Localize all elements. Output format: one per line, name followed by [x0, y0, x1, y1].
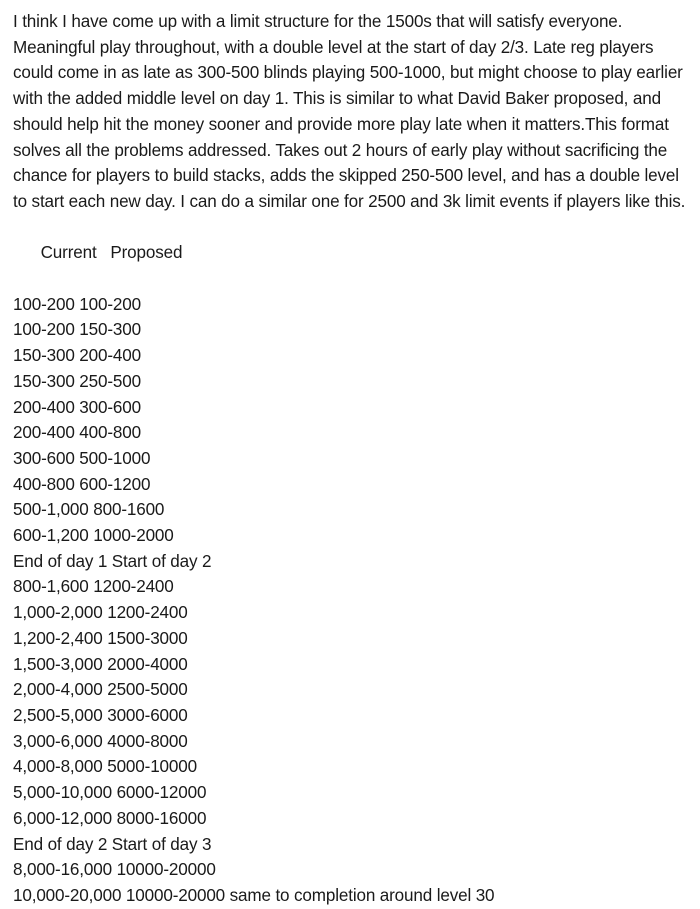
table-row	[13, 420, 694, 446]
level-note: same to completion around level 30	[229, 885, 495, 905]
level-current: 150-300	[13, 371, 75, 391]
level-current: 8,000-16,000	[13, 860, 112, 880]
level-current: 1,000-2,000	[13, 603, 103, 623]
table-row	[13, 523, 694, 549]
table-header-row	[13, 215, 694, 292]
table-row	[13, 446, 694, 472]
table-row	[13, 395, 694, 421]
level-proposed: 8000-16000	[116, 808, 207, 828]
table-row	[13, 600, 694, 626]
level-current: 800-1,600	[13, 577, 89, 597]
level-proposed: 10000-20000	[116, 860, 216, 880]
level-proposed: 3000-6000	[107, 705, 188, 725]
table-row	[13, 677, 694, 703]
table-row	[13, 626, 694, 652]
level-current: 10,000-20,000	[13, 885, 122, 905]
table-row	[13, 497, 694, 523]
blind-structure-table	[13, 215, 694, 909]
level-current: 6,000-12,000	[13, 808, 112, 828]
header-column-gap	[97, 243, 111, 262]
level-proposed: 6000-12000	[116, 783, 207, 803]
level-proposed: 250-500	[79, 371, 141, 391]
table-row	[13, 292, 694, 318]
level-proposed: 1200-2400	[93, 577, 174, 597]
level-current: 4,000-8,000	[13, 757, 103, 777]
level-proposed: 10000-20000	[125, 885, 226, 905]
column-header-proposed: Proposed	[110, 243, 183, 263]
table-row	[13, 806, 694, 832]
level-proposed: 1200-2400	[107, 603, 188, 623]
day-start-label: Start of day 3	[111, 834, 212, 854]
table-row	[13, 729, 694, 755]
level-current: 400-800	[13, 474, 75, 494]
table-row	[13, 472, 694, 498]
level-current: 600-1,200	[13, 526, 89, 546]
table-row	[13, 883, 694, 909]
level-current: 100-200	[13, 320, 75, 340]
level-current: 2,500-5,000	[13, 705, 103, 725]
level-proposed: 200-400	[79, 346, 141, 366]
level-current: 5,000-10,000	[13, 783, 112, 803]
table-row	[13, 703, 694, 729]
level-current: 150-300	[13, 346, 75, 366]
level-proposed: 800-1600	[93, 500, 165, 520]
level-current: 3,000-6,000	[13, 731, 103, 751]
level-proposed: 4000-8000	[107, 731, 188, 751]
level-current: 200-400	[13, 397, 75, 417]
intro-paragraph: I think I have come up with a limit structure for the 1500s that will satisfy everyone. Meaningful play throughout, with a double level at the start of day 2/3. Late reg players could come in as late as 300-500 blinds playing 500-1000, but might choose to play earlier with the added middle level on day 1. This is similar to what David Baker proposed, and should help hit the money sooner and provide more play late when it matters.This format solves all the problems addressed. Takes out 2 hours of early play without sacrificing the chance for players to build stacks, adds the skipped 250-500 level, and has a double level to start each new day. I can do a similar one for 2500 and 3k limit events if players like this.	[13, 12, 686, 211]
level-proposed: 150-300	[79, 320, 141, 340]
level-current: 200-400	[13, 423, 75, 443]
table-row	[13, 343, 694, 369]
day-divider-row	[13, 832, 694, 858]
level-current: 300-600	[13, 448, 75, 468]
level-proposed: 2500-5000	[107, 680, 188, 700]
level-proposed: 400-800	[79, 423, 141, 443]
level-current: 1,500-3,000	[13, 654, 103, 674]
table-row	[13, 780, 694, 806]
level-proposed: 2000-4000	[107, 654, 188, 674]
table-row	[13, 857, 694, 883]
day-end-label: End of day 1	[13, 551, 108, 571]
day-end-label: End of day 2	[13, 834, 108, 854]
table-row	[13, 754, 694, 780]
day-start-label: Start of day 2	[111, 551, 212, 571]
column-header-current: Current	[40, 243, 97, 263]
level-proposed: 600-1200	[79, 474, 151, 494]
level-proposed: 1000-2000	[93, 526, 174, 546]
level-current: 1,200-2,400	[13, 628, 103, 648]
level-proposed: 100-200	[79, 294, 141, 314]
table-row	[13, 317, 694, 343]
level-proposed: 5000-10000	[107, 757, 197, 777]
table-row	[13, 369, 694, 395]
level-proposed: 500-1000	[79, 448, 151, 468]
level-current: 2,000-4,000	[13, 680, 103, 700]
table-row	[13, 652, 694, 678]
level-current: 100-200	[13, 294, 75, 314]
day-divider-row	[13, 549, 694, 575]
table-row	[13, 574, 694, 600]
level-proposed: 300-600	[79, 397, 141, 417]
level-current: 500-1,000	[13, 500, 89, 520]
level-proposed: 1500-3000	[107, 628, 188, 648]
